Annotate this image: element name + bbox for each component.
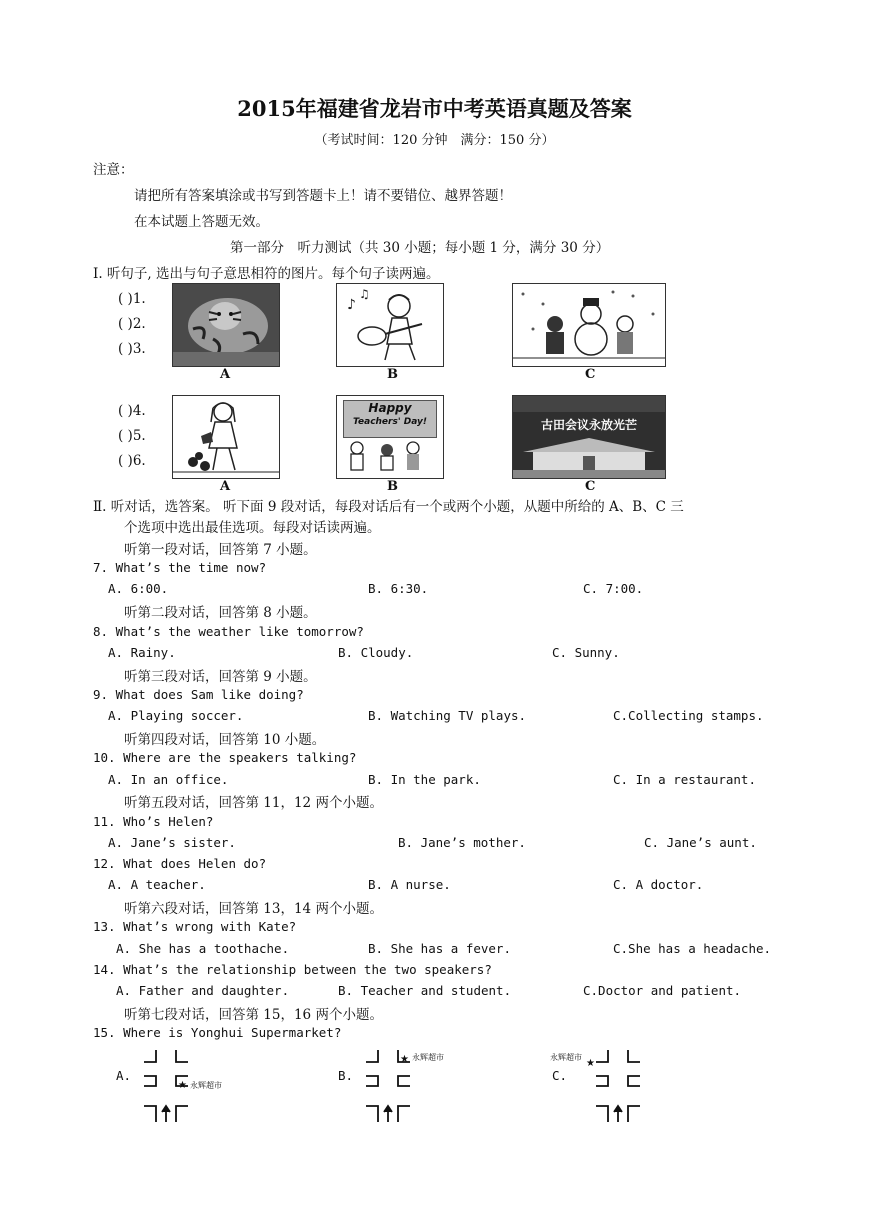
snowman-icon xyxy=(513,284,665,366)
q12-option-b: B. A nurse. xyxy=(368,877,451,892)
question-13: 13. What’s wrong with Kate? xyxy=(93,919,297,934)
page-title: 2015年福建省龙岩市中考英语真题及答案 xyxy=(237,96,632,121)
map-c xyxy=(550,1046,682,1126)
picture-label-c-row1: C xyxy=(585,367,596,382)
q15-option-c: C. xyxy=(552,1068,568,1083)
part1-heading: 第一部分 听力测试（共 30 小题；每小题 1 分，满分 30 分） xyxy=(230,240,610,256)
segment-2-instruction: 听第二段对话，回答第 8 小题。 xyxy=(124,605,317,621)
question-15: 15. Where is Yonghui Supermarket? xyxy=(93,1025,342,1040)
segment-4-instruction: 听第四段对话，回答第 10 小题。 xyxy=(124,732,326,748)
students-icon xyxy=(337,396,443,478)
svg-text:★: ★ xyxy=(178,1080,187,1091)
question-9: 9. What does Sam like doing? xyxy=(93,687,304,702)
q8-option-b: B. Cloudy. xyxy=(338,645,414,660)
segment-7-instruction: 听第七段对话，回答第 15，16 两个小题。 xyxy=(124,1007,383,1023)
tiger-picture xyxy=(172,283,280,367)
segment-5-instruction: 听第五段对话，回答第 11，12 两个小题。 xyxy=(124,795,383,811)
svg-text:♫: ♫ xyxy=(359,287,370,301)
map-c-label: 永辉超市 xyxy=(550,1053,582,1062)
segment-3-instruction: 听第三段对话，回答第 9 小题。 xyxy=(124,669,317,685)
map-b-label: 永辉超市 xyxy=(412,1053,444,1062)
q8-option-c: C. Sunny. xyxy=(552,645,620,660)
picture-label-b-row2: B xyxy=(387,479,398,494)
question-7: 7. What’s the time now? xyxy=(93,560,267,575)
q14-option-c: C.Doctor and patient. xyxy=(583,983,742,998)
svg-text:★: ★ xyxy=(400,1054,409,1065)
notice-line-2: 在本试题上答题无效。 xyxy=(134,214,269,230)
tiger-icon xyxy=(173,284,279,366)
q13-option-c: C.She has a headache. xyxy=(613,941,772,956)
q12-option-a: A. A teacher. xyxy=(108,877,206,892)
teachers-day-picture xyxy=(336,395,444,479)
q11-option-a: A. Jane’s sister. xyxy=(108,835,236,850)
question-11: 11. Who’s Helen? xyxy=(93,814,214,829)
q10-option-c: C. In a restaurant. xyxy=(613,772,756,787)
q9-option-a: A. Playing soccer. xyxy=(108,708,244,723)
section-2-instruction-2: 个选项中选出最佳选项。每段对话读两遍。 xyxy=(124,520,381,536)
segment-1-instruction: 听第一段对话，回答第 7 小题。 xyxy=(124,542,317,558)
question-14: 14. What’s the relationship between the two speakers? xyxy=(93,962,492,977)
q11-option-c: C. Jane’s aunt. xyxy=(644,835,757,850)
watering-can-icon xyxy=(173,396,279,478)
gutian-text: 古田会议永放光芒 xyxy=(540,418,637,432)
q15-option-a: A. xyxy=(116,1068,132,1083)
q9-option-c: C.Collecting stamps. xyxy=(613,708,764,723)
q14-option-b: B. Teacher and student. xyxy=(338,983,512,998)
map-b xyxy=(360,1046,470,1126)
guitar-icon xyxy=(337,284,443,366)
street-map-icon xyxy=(572,1046,682,1126)
question-10: 10. Where are the speakers talking? xyxy=(93,750,357,765)
map-a xyxy=(138,1046,248,1126)
q13-option-b: B. She has a fever. xyxy=(368,941,511,956)
notice-label: 注意： xyxy=(93,162,134,178)
svg-text:★: ★ xyxy=(586,1058,595,1069)
girl-watering-picture xyxy=(172,395,280,479)
picture-label-b-row1: B xyxy=(387,367,398,382)
gutian-picture xyxy=(512,395,666,479)
answer-blank-5: ( )5. xyxy=(118,428,146,444)
q7-option-b: B. 6:30. xyxy=(368,581,429,596)
snow-scene-picture xyxy=(512,283,666,367)
happy-text: Happy xyxy=(368,401,412,415)
q9-option-b: B. Watching TV plays. xyxy=(368,708,527,723)
q12-option-c: C. A doctor. xyxy=(613,877,704,892)
exam-info: （考试时间：120 分钟 满分：150 分） xyxy=(314,133,555,148)
picture-label-a-row2: A xyxy=(220,479,231,494)
q13-option-a: A. She has a toothache. xyxy=(116,941,290,956)
section-2-instruction-1: Ⅱ. 听对话，选答案。 听下面 9 段对话，每段对话后有一个或两个小题，从题中所给的 A、B、C 三 xyxy=(93,499,684,515)
q11-option-b: B. Jane’s mother. xyxy=(398,835,526,850)
q10-option-a: A. In an office. xyxy=(108,772,229,787)
guitar-boy-picture xyxy=(336,283,444,367)
svg-text:♪: ♪ xyxy=(347,297,356,313)
q14-option-a: A. Father and daughter. xyxy=(116,983,290,998)
notice-line-1: 请把所有答案填涂或书写到答题卡上！请不要错位、越界答题！ xyxy=(134,188,512,204)
teachers-day-text: Teachers' Day! xyxy=(353,417,427,427)
q10-option-b: B. In the park. xyxy=(368,772,481,787)
section-1-instruction: Ⅰ. 听句子, 选出与句子意思相符的图片。每个句子读两遍。 xyxy=(93,266,440,282)
question-12: 12. What does Helen do? xyxy=(93,856,267,871)
answer-blank-6: ( )6. xyxy=(118,453,146,469)
answer-blank-4: ( )4. xyxy=(118,403,146,419)
answer-blank-3: ( )3. xyxy=(118,341,146,357)
answer-blank-1: ( )1. xyxy=(118,291,146,307)
picture-label-c-row2: C xyxy=(585,479,596,494)
q15-option-b: B. xyxy=(338,1068,354,1083)
q7-option-c: C. 7:00. xyxy=(583,581,644,596)
q7-option-a: A. 6:00. xyxy=(108,581,169,596)
q8-option-a: A. Rainy. xyxy=(108,645,176,660)
picture-label-a-row1: A xyxy=(220,367,231,382)
map-a-label: 永辉超市 xyxy=(190,1081,222,1090)
segment-6-instruction: 听第六段对话，回答第 13，14 两个小题。 xyxy=(124,901,383,917)
answer-blank-2: ( )2. xyxy=(118,316,146,332)
building-icon xyxy=(513,396,665,478)
question-8: 8. What’s the weather like tomorrow? xyxy=(93,624,364,639)
